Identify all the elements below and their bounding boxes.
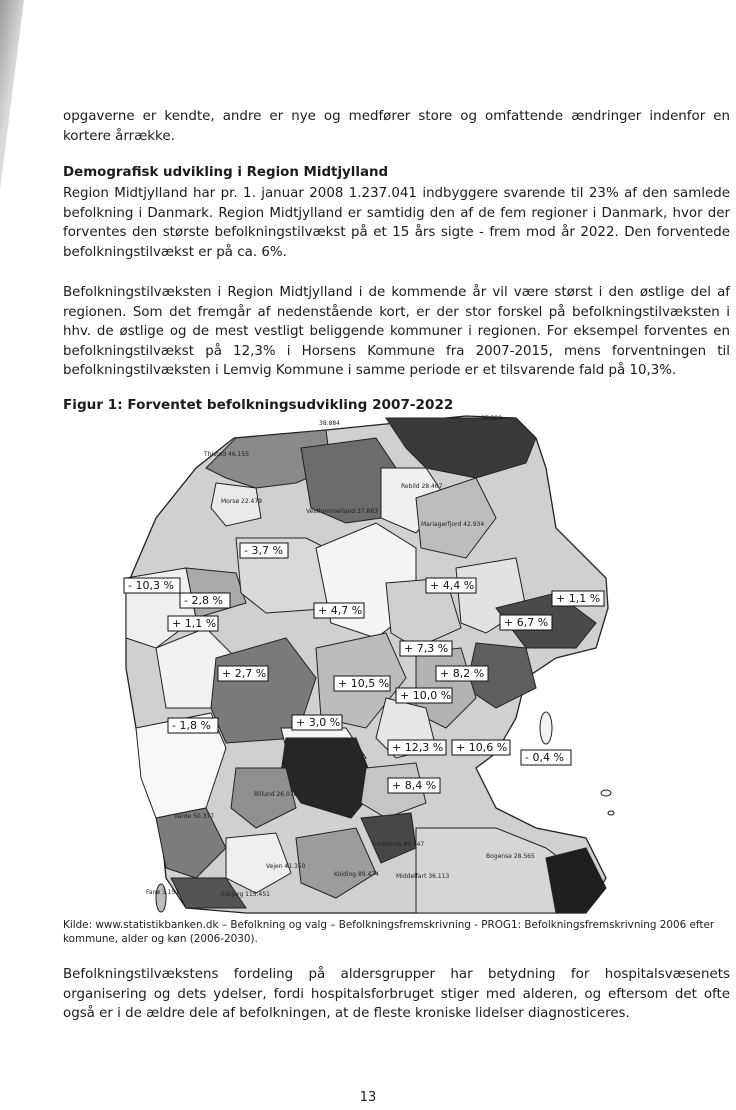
map-label-14 (292, 715, 342, 730)
map-label-18 (388, 778, 440, 793)
svg-text:+ 3,0 %: + 3,0 % (296, 716, 341, 729)
svg-text:+ 10,6 %: + 10,6 % (456, 741, 508, 754)
svg-text:- 3,7 %: - 3,7 % (244, 544, 283, 557)
paragraph-population: Region Midtjylland har pr. 1. januar 2008 1.237.041 indbyggere svarende til 23% af den samlede befolkning i Danmark. Region Midtjylland er samtidig den af de fem regioner i Danmark, hvor der forventes den største befolkningstilvækst på et 15 års sigte - frem mod år 2022. Den forventede befolkningstilvækst er på ca. 6%. (63, 186, 730, 260)
map-label-16 (452, 740, 510, 755)
svg-text:+ 4,4 %: + 4,4 % (430, 579, 475, 592)
svg-text:- 10,3 %: - 10,3 % (128, 579, 174, 592)
svg-text:+ 10,0 %: + 10,0 % (400, 689, 452, 702)
map-label-13 (168, 718, 218, 733)
map-label-8 (400, 641, 452, 656)
map-text-10: Fanø 3.151 (146, 889, 180, 896)
svg-text:- 1,8 %: - 1,8 % (172, 719, 211, 732)
section-heading: Demografisk udvikling i Region Midtjylland (63, 165, 389, 180)
map-text-1: Thisted 46.155 (204, 451, 250, 458)
paragraph-intro: opgaverne er kendte, andre er nye og medfører store og omfattende ændringer indenfor en kortere årrække. (63, 109, 730, 144)
paragraph-age-groups: Befolkningstilvækstens fordeling på aldersgrupper har betydning for hospitalsvæsenets organisering og dets ydelser, fordi hospitalsforbruget stiger med alderen, og eftersom det ofte også er i de ældre dele af befolkningen, at de fleste kroniske lidelser diagnosticeres. (63, 967, 730, 1021)
map-label-11 (334, 676, 390, 691)
map-text-13: Middelfart 36.113 (396, 873, 450, 880)
map-label-1 (124, 578, 180, 593)
map-text-4: Rebild 28.467 (401, 483, 443, 490)
svg-text:+ 4,7 %: + 4,7 % (318, 604, 363, 617)
svg-text:+ 6,7 %: + 6,7 % (504, 616, 549, 629)
map-text-11: Kolding 89.474 (334, 871, 379, 878)
map-label-15 (388, 740, 446, 755)
map-label-0 (240, 543, 288, 558)
map-text-0: 38.884 (319, 420, 340, 427)
svg-text:+ 7,3 %: + 7,3 % (404, 642, 449, 655)
svg-text:+ 1,1 %: + 1,1 % (556, 592, 601, 605)
map-label-17 (521, 750, 571, 765)
island-samso (540, 712, 552, 744)
svg-text:+ 1,1 %: + 1,1 % (172, 617, 217, 630)
map-text-14: Bogense 28.565 (486, 853, 535, 860)
figure-caption: Kilde: www.statistikbanken.dk – Befolkning og valg – Befolkningsfremskrivning - PROG1: Befolkningsfremskrivning 2006 efter kommune, alder og køn (2006-2030). (63, 919, 715, 945)
map-label-5 (426, 578, 476, 593)
map-label-6 (552, 591, 604, 606)
map-label-9 (436, 666, 488, 681)
map-text-8: Vejen 41.350 (266, 863, 306, 870)
island-small-1 (601, 790, 611, 796)
paragraph-growth: Befolkningstilvæksten i Region Midtjylland i de kommende år vil være størst i den østlige del af regionen. Som det fremgår af nedenstående kort, er der stor forskel på befolkningstilvæksten i hhv. de østlige og de mest vestligt beliggende kommuner i regionen. For eksempel forventes en befolkningstilvækst på 12,3% i Horsens Kommune fra 2007-2015, mens forventningen til befolkningstilvæksten i Lemvig Kommune i samme periode er et tilsvarende fald på 10,3%. (63, 285, 730, 378)
map-label-2 (180, 593, 230, 608)
population-map (116, 408, 628, 920)
svg-text:+ 10,5 %: + 10,5 % (338, 677, 390, 690)
map-label-4 (314, 603, 364, 618)
svg-text:- 0,4 %: - 0,4 % (525, 751, 564, 764)
svg-text:+ 8,2 %: + 8,2 % (440, 667, 485, 680)
svg-text:+ 8,4 %: + 8,4 % (392, 779, 437, 792)
svg-text:- 2,8 %: - 2,8 % (184, 594, 223, 607)
map-text-9: Esbjerg 115.451 (221, 891, 270, 898)
map-text-15: 35.320 (481, 415, 502, 422)
map-label-7 (500, 615, 552, 630)
municipality-south-east (546, 848, 606, 913)
map-label-12 (396, 688, 452, 703)
map-text-12: Fredericia 49.147 (372, 841, 425, 848)
map-text-3: Vesthimmerland 37.883 (306, 508, 378, 515)
map-label-3 (168, 616, 218, 631)
figure-title: Figur 1: Forventet befolkningsudvikling 2007-2022 (63, 397, 454, 413)
map-text-2: Morsø 22.479 (221, 498, 263, 505)
map-text-5: Mariagerfjord 42.934 (421, 521, 485, 528)
map-text-7: Varde 50.377 (174, 813, 215, 820)
island-small-2 (608, 811, 614, 815)
map-text-6: Billund 26.078 (254, 791, 298, 798)
map-label-10 (218, 666, 268, 681)
page-number: 13 (359, 1090, 377, 1105)
svg-text:+ 2,7 %: + 2,7 % (222, 667, 267, 680)
page-fold-shadow (0, 0, 40, 190)
svg-text:+ 12,3 %: + 12,3 % (392, 741, 444, 754)
